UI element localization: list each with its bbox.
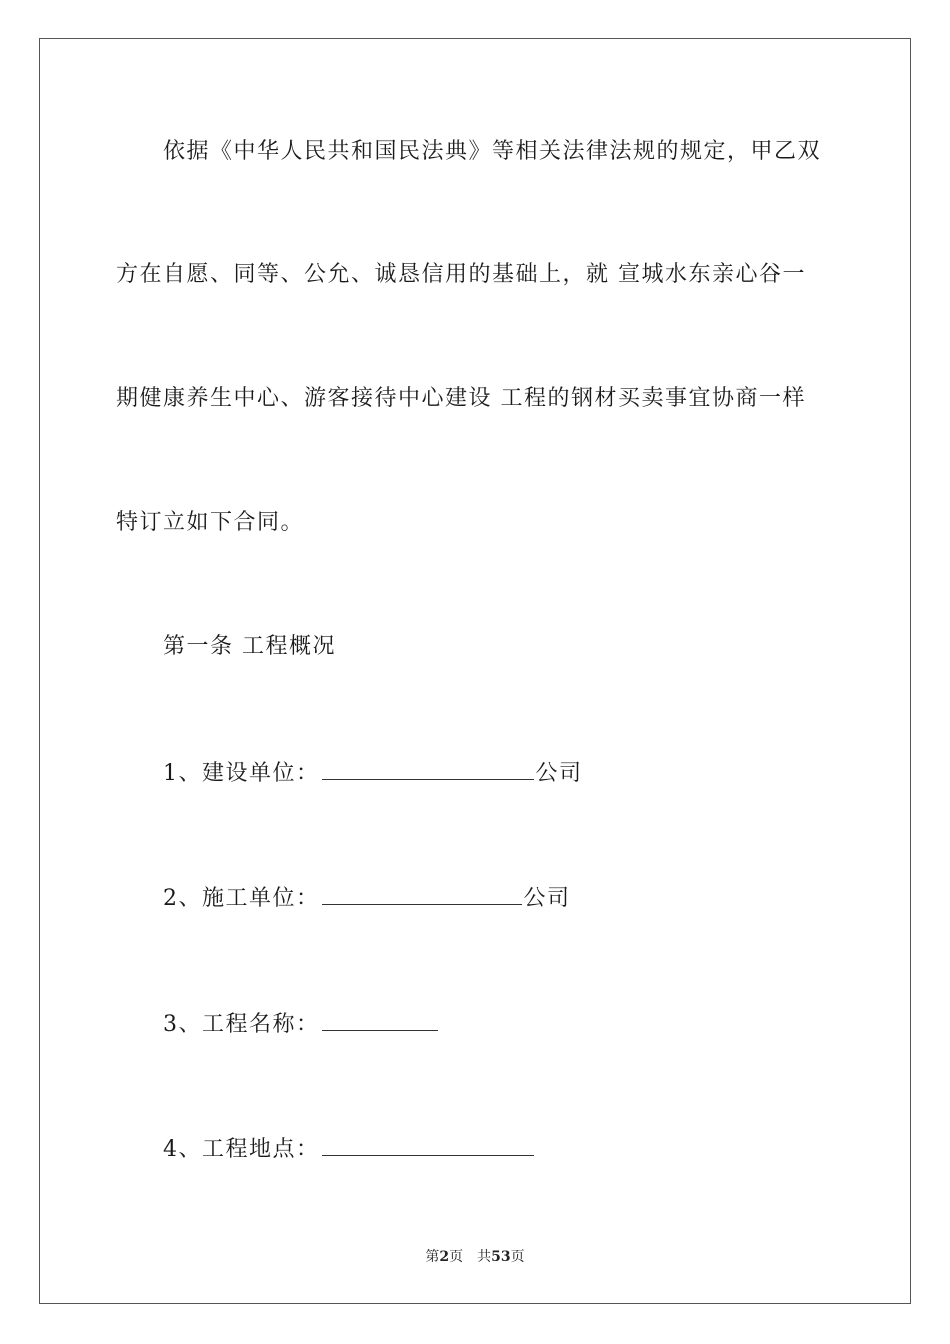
blank-underline [322, 757, 534, 780]
item-suffix: 公司 [523, 886, 571, 911]
paragraph-line-2: 方在自愿、同等、公允、诚恳信用的基础上，就 宣城水东亲心谷一 [116, 262, 806, 287]
item-label: 4、工程地点： [163, 1137, 320, 1162]
item-label: 2、施工单位： [163, 886, 320, 911]
page-footer [0, 1248, 950, 1266]
item-label: 3、工程名称： [163, 1012, 320, 1037]
paragraph-line-3: 期健康养生中心、游客接待中心建设 工程的钢材买卖事宜协商一样 [116, 386, 806, 411]
total-pages: 53 [491, 1249, 511, 1265]
blank-underline [322, 1008, 438, 1031]
paragraph-line-1: 依据《中华人民共和国民法典》等相关法律法规的规定，甲乙双 [163, 139, 822, 164]
page-prefix: 第 [425, 1249, 440, 1265]
item-project-location [163, 1133, 536, 1165]
page-number: 2 [439, 1249, 450, 1265]
blank-underline [322, 1133, 534, 1156]
item-contractor-unit [163, 882, 571, 914]
blank-underline [322, 882, 522, 905]
item-construction-unit [163, 757, 583, 789]
total-suffix: 页 [510, 1249, 525, 1265]
item-project-name [163, 1008, 440, 1040]
page-frame [39, 38, 911, 1304]
section-title: 第一条 工程概况 [163, 634, 336, 659]
item-label: 1、建设单位： [163, 761, 320, 786]
paragraph-line-4: 特订立如下合同。 [116, 510, 305, 535]
total-prefix: 共 [477, 1249, 492, 1265]
page-suffix: 页 [449, 1249, 464, 1265]
item-suffix: 公司 [535, 761, 583, 786]
